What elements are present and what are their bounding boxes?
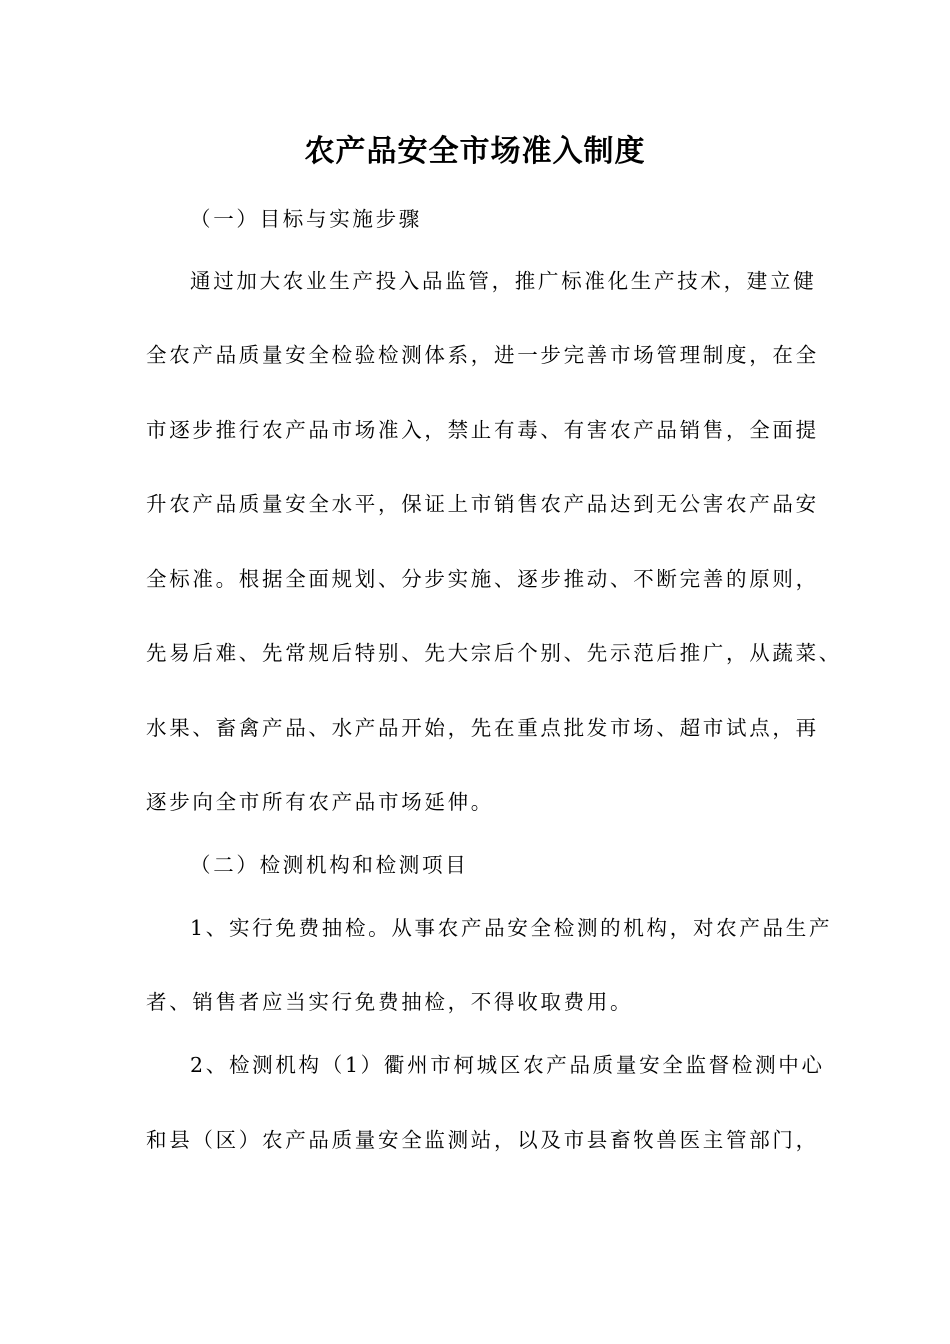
section-heading-2: （二）检测机构和检测项目 [190,853,469,877]
paragraph-line: 通过加大农业生产投入品监管，推广标准化生产技术，建立健 [190,269,817,293]
paragraph-line: 水果、畜禽产品、水产品开始，先在重点批发市场、超市试点，再 [146,716,819,740]
paragraph-line: 逐步向全市所有农产品市场延伸。 [146,790,494,814]
paragraph-line: 升农产品质量安全水平，保证上市销售农产品达到无公害农产品安 [146,492,819,516]
paragraph-line: 全农产品质量安全检验检测体系，进一步完善市场管理制度，在全 [146,343,819,367]
document-title: 农产品安全市场准入制度 [304,134,646,169]
paragraph-line: 先易后难、先常规后特别、先大宗后个别、先示范后推广，从蔬菜、 [146,641,842,665]
paragraph-line: 1、实行免费抽检。从事农产品安全检测的机构，对农产品生产 [190,916,833,940]
paragraph-line: 2、检测机构（1）衢州市柯城区农产品质量安全监督检测中心 [190,1053,825,1077]
paragraph-line: 全标准。根据全面规划、分步实施、逐步推动、不断完善的原则， [146,567,819,591]
paragraph-line: 者、销售者应当实行免费抽检，不得收取费用。 [146,990,634,1014]
paragraph-line: 市逐步推行农产品市场准入，禁止有毒、有害农产品销售，全面提 [146,418,819,442]
section-heading-1: （一）目标与实施步骤 [190,207,422,231]
paragraph-line: 和县（区）农产品质量安全监测站，以及市县畜牧兽医主管部门， [146,1128,819,1152]
